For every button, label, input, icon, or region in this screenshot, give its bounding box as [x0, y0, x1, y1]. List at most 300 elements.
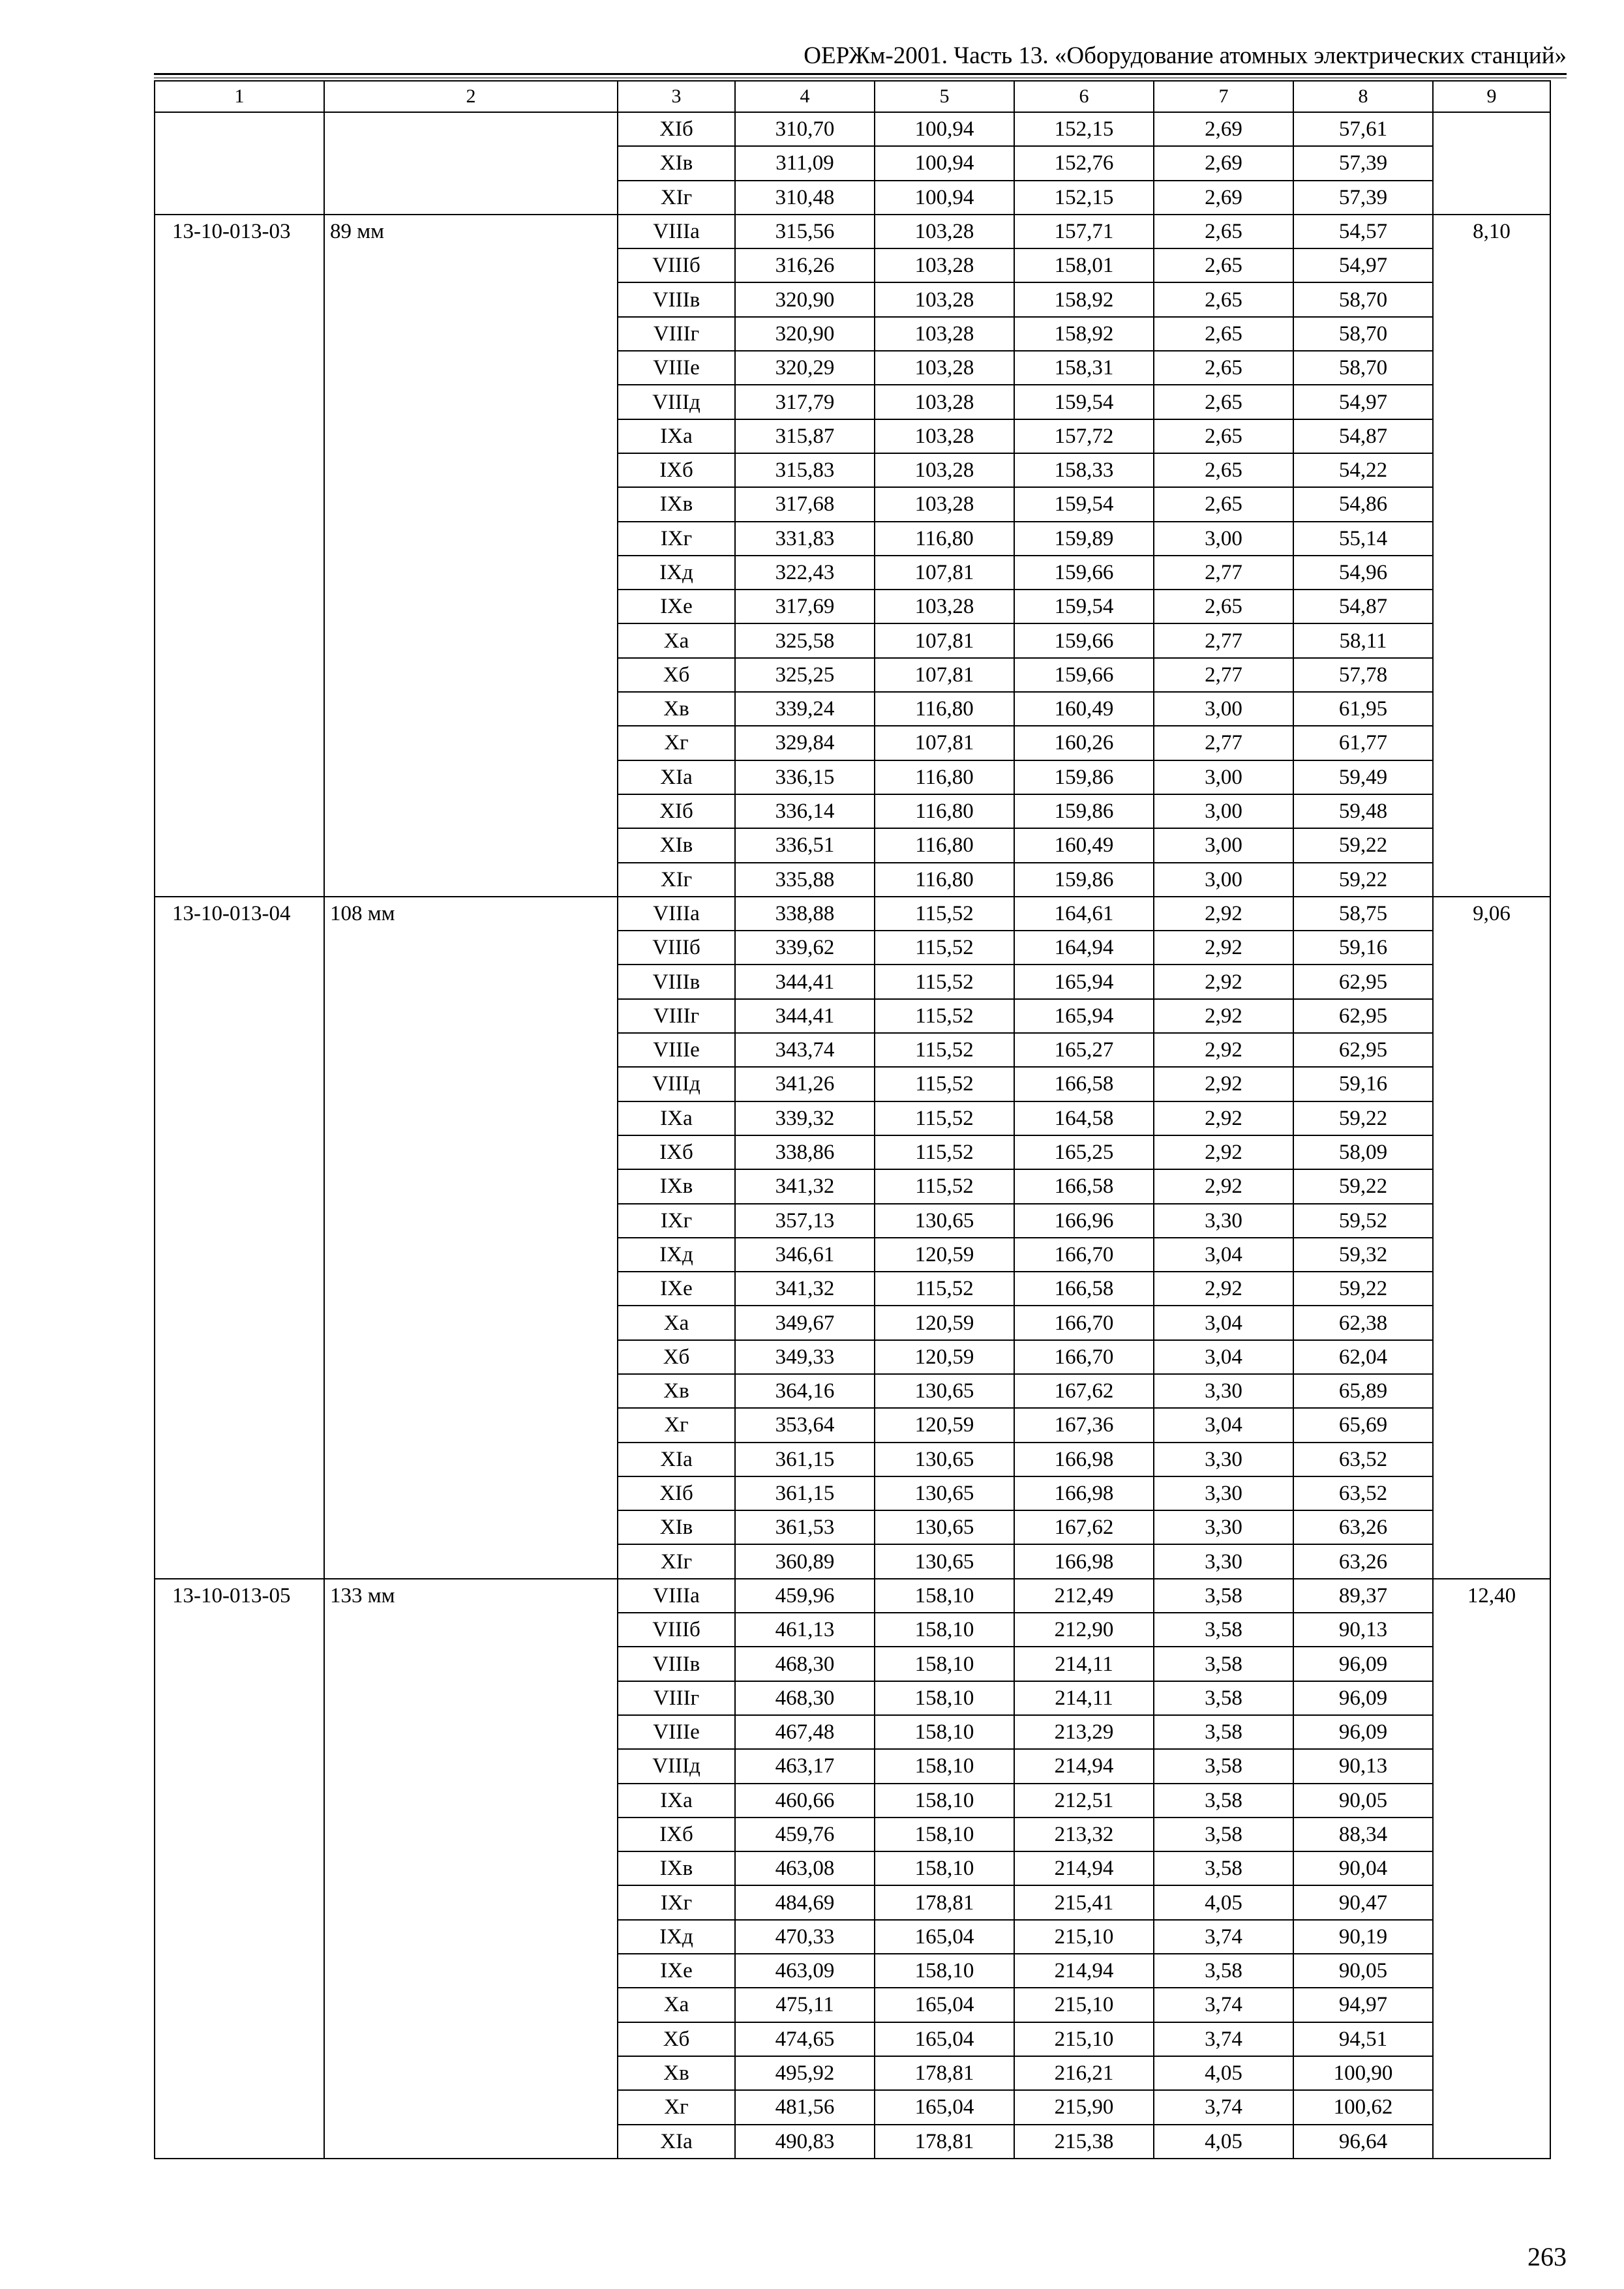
item-code: 13-10-013-03 [155, 215, 324, 897]
value-cell: 166,58 [1014, 1067, 1154, 1101]
value-cell: 130,65 [875, 1544, 1014, 1578]
value-cell: 96,64 [1293, 2125, 1433, 2159]
value-cell: 178,81 [875, 2125, 1014, 2159]
value-cell: 315,87 [735, 419, 875, 453]
value-cell: 160,49 [1014, 828, 1154, 862]
value-cell: 353,64 [735, 1408, 875, 1442]
category-cell: IXв [618, 487, 735, 521]
category-cell: IXд [618, 556, 735, 590]
category-cell: IXб [618, 1135, 735, 1169]
value-cell: 103,28 [875, 385, 1014, 419]
value-cell: 166,96 [1014, 1204, 1154, 1238]
value-cell: 336,14 [735, 794, 875, 828]
value-cell: 159,86 [1014, 760, 1154, 794]
column-number: 2 [324, 81, 618, 112]
value-cell: 336,15 [735, 760, 875, 794]
value-cell: 214,94 [1014, 1851, 1154, 1885]
value-cell: 100,62 [1293, 2090, 1433, 2124]
category-cell: VIIIв [618, 1647, 735, 1681]
value-cell: 54,87 [1293, 419, 1433, 453]
value-cell: 100,90 [1293, 2056, 1433, 2090]
value-cell: 320,90 [735, 317, 875, 351]
value-cell: 2,69 [1154, 112, 1293, 146]
category-cell: Xб [618, 2022, 735, 2056]
value-cell: 214,94 [1014, 1954, 1154, 1988]
value-cell: 2,92 [1154, 897, 1293, 931]
value-cell: 325,58 [735, 623, 875, 657]
price-table [154, 80, 1551, 2159]
column-9-value: 8,10 [1433, 215, 1550, 897]
value-cell: 2,65 [1154, 419, 1293, 453]
value-cell: 63,26 [1293, 1544, 1433, 1578]
value-cell: 158,10 [875, 1749, 1014, 1783]
value-cell: 2,65 [1154, 248, 1293, 282]
value-cell: 215,10 [1014, 2022, 1154, 2056]
category-cell: Xа [618, 1306, 735, 1339]
value-cell: 463,08 [735, 1851, 875, 1885]
value-cell: 54,22 [1293, 453, 1433, 487]
value-cell: 167,36 [1014, 1408, 1154, 1442]
item-size: 108 мм [324, 897, 618, 1579]
value-cell: 317,69 [735, 590, 875, 623]
value-cell: 3,58 [1154, 1613, 1293, 1647]
value-cell: 341,32 [735, 1272, 875, 1306]
value-cell: 346,61 [735, 1238, 875, 1272]
column-number: 8 [1293, 81, 1433, 112]
value-cell: 90,05 [1293, 1954, 1433, 1988]
value-cell: 58,70 [1293, 351, 1433, 385]
category-cell: XIг [618, 181, 735, 215]
value-cell: 216,21 [1014, 2056, 1154, 2090]
value-cell: 159,86 [1014, 863, 1154, 897]
column-number: 5 [875, 81, 1014, 112]
value-cell: 215,10 [1014, 1920, 1154, 1954]
value-cell: 62,95 [1293, 999, 1433, 1033]
category-cell: VIIIа [618, 897, 735, 931]
value-cell: 59,16 [1293, 931, 1433, 965]
value-cell: 158,33 [1014, 453, 1154, 487]
category-cell: VIIIв [618, 965, 735, 998]
value-cell: 3,04 [1154, 1408, 1293, 1442]
item-code: 13-10-013-05 [155, 1579, 324, 2159]
value-cell: 470,33 [735, 1920, 875, 1954]
value-cell: 116,80 [875, 828, 1014, 862]
value-cell: 2,65 [1154, 317, 1293, 351]
value-cell: 178,81 [875, 2056, 1014, 2090]
value-cell: 316,26 [735, 248, 875, 282]
category-cell: VIIIв [618, 282, 735, 316]
value-cell: 159,86 [1014, 794, 1154, 828]
value-cell: 3,00 [1154, 794, 1293, 828]
value-cell: 103,28 [875, 487, 1014, 521]
value-cell: 2,92 [1154, 1033, 1293, 1067]
value-cell: 364,16 [735, 1374, 875, 1408]
value-cell: 349,33 [735, 1340, 875, 1374]
value-cell: 339,24 [735, 692, 875, 726]
category-cell: IXд [618, 1920, 735, 1954]
value-cell: 158,01 [1014, 248, 1154, 282]
value-cell: 165,04 [875, 2090, 1014, 2124]
category-cell: VIIIд [618, 385, 735, 419]
value-cell: 159,66 [1014, 556, 1154, 590]
value-cell: 2,65 [1154, 453, 1293, 487]
category-cell: IXг [618, 522, 735, 556]
value-cell: 467,48 [735, 1715, 875, 1749]
category-cell: VIIIб [618, 1613, 735, 1647]
value-cell: 152,15 [1014, 181, 1154, 215]
value-cell: 344,41 [735, 965, 875, 998]
value-cell: 4,05 [1154, 1885, 1293, 1919]
value-cell: 317,79 [735, 385, 875, 419]
category-cell: Xб [618, 1340, 735, 1374]
value-cell: 213,32 [1014, 1818, 1154, 1851]
value-cell: 2,65 [1154, 282, 1293, 316]
value-cell: 2,92 [1154, 1067, 1293, 1101]
category-cell: XIв [618, 146, 735, 180]
value-cell: 59,22 [1293, 1101, 1433, 1135]
value-cell: 325,25 [735, 658, 875, 692]
value-cell: 3,30 [1154, 1544, 1293, 1578]
value-cell: 320,29 [735, 351, 875, 385]
category-cell: IXг [618, 1885, 735, 1919]
value-cell: 212,49 [1014, 1579, 1154, 1613]
value-cell: 152,76 [1014, 146, 1154, 180]
value-cell: 320,90 [735, 282, 875, 316]
value-cell: 349,67 [735, 1306, 875, 1339]
value-cell: 165,94 [1014, 965, 1154, 998]
value-cell: 212,51 [1014, 1784, 1154, 1818]
value-cell: 213,29 [1014, 1715, 1154, 1749]
value-cell: 58,09 [1293, 1135, 1433, 1169]
value-cell: 2,65 [1154, 351, 1293, 385]
value-cell: 58,70 [1293, 317, 1433, 351]
category-cell: VIIIд [618, 1067, 735, 1101]
value-cell: 2,69 [1154, 181, 1293, 215]
column-9-value: 12,40 [1433, 1579, 1550, 2159]
value-cell: 361,15 [735, 1476, 875, 1510]
value-cell: 3,58 [1154, 1851, 1293, 1885]
category-cell: IXб [618, 1818, 735, 1851]
value-cell: 55,14 [1293, 522, 1433, 556]
value-cell: 115,52 [875, 1135, 1014, 1169]
value-cell: 3,30 [1154, 1443, 1293, 1476]
value-cell: 461,13 [735, 1613, 875, 1647]
value-cell: 4,05 [1154, 2125, 1293, 2159]
value-cell: 90,13 [1293, 1749, 1433, 1783]
value-cell: 215,10 [1014, 1988, 1154, 2022]
column-number: 7 [1154, 81, 1293, 112]
value-cell: 3,30 [1154, 1476, 1293, 1510]
running-header: ОЕРЖм-2001. Часть 13. «Оборудование атомных электрических станций» [804, 42, 1567, 69]
value-cell: 474,65 [735, 2022, 875, 2056]
value-cell: 159,54 [1014, 590, 1154, 623]
category-cell: VIIIг [618, 317, 735, 351]
value-cell: 166,58 [1014, 1169, 1154, 1203]
item-size: 133 мм [324, 1579, 618, 2159]
value-cell: 2,92 [1154, 1272, 1293, 1306]
value-cell: 215,38 [1014, 2125, 1154, 2159]
column-number: 9 [1433, 81, 1550, 112]
value-cell: 57,61 [1293, 112, 1433, 146]
category-cell: IXб [618, 453, 735, 487]
value-cell: 459,76 [735, 1818, 875, 1851]
value-cell: 3,58 [1154, 1579, 1293, 1613]
value-cell: 59,22 [1293, 828, 1433, 862]
category-cell: XIа [618, 1443, 735, 1476]
category-cell: VIIIа [618, 215, 735, 248]
value-cell: 166,70 [1014, 1238, 1154, 1272]
value-cell: 158,31 [1014, 351, 1154, 385]
value-cell: 2,77 [1154, 658, 1293, 692]
value-cell: 165,04 [875, 1988, 1014, 2022]
value-cell: 103,28 [875, 419, 1014, 453]
value-cell: 130,65 [875, 1510, 1014, 1544]
value-cell: 58,75 [1293, 897, 1433, 931]
value-cell: 115,52 [875, 897, 1014, 931]
value-cell: 158,10 [875, 1579, 1014, 1613]
value-cell: 164,58 [1014, 1101, 1154, 1135]
column-9-value [1433, 112, 1550, 215]
value-cell: 3,58 [1154, 1954, 1293, 1988]
category-cell: VIIIд [618, 1749, 735, 1783]
value-cell: 54,97 [1293, 385, 1433, 419]
category-cell: Xв [618, 692, 735, 726]
value-cell: 103,28 [875, 590, 1014, 623]
value-cell: 160,49 [1014, 692, 1154, 726]
value-cell: 159,89 [1014, 522, 1154, 556]
value-cell: 165,04 [875, 1920, 1014, 1954]
value-cell: 339,32 [735, 1101, 875, 1135]
category-cell: XIв [618, 1510, 735, 1544]
value-cell: 62,95 [1293, 1033, 1433, 1067]
value-cell: 158,92 [1014, 317, 1154, 351]
value-cell: 215,41 [1014, 1885, 1154, 1919]
value-cell: 61,95 [1293, 692, 1433, 726]
value-cell: 166,98 [1014, 1443, 1154, 1476]
value-cell: 2,65 [1154, 487, 1293, 521]
value-cell: 159,66 [1014, 658, 1154, 692]
value-cell: 130,65 [875, 1204, 1014, 1238]
value-cell: 54,57 [1293, 215, 1433, 248]
table-row [155, 1579, 1550, 1613]
category-cell: Xв [618, 1374, 735, 1408]
value-cell: 2,65 [1154, 215, 1293, 248]
value-cell: 322,43 [735, 556, 875, 590]
page-number: 263 [1527, 2242, 1567, 2271]
value-cell: 54,97 [1293, 248, 1433, 282]
value-cell: 96,09 [1293, 1715, 1433, 1749]
category-cell: Xа [618, 1988, 735, 2022]
value-cell: 59,49 [1293, 760, 1433, 794]
value-cell: 166,98 [1014, 1476, 1154, 1510]
category-cell: XIа [618, 760, 735, 794]
value-cell: 59,32 [1293, 1238, 1433, 1272]
category-cell: XIб [618, 1476, 735, 1510]
value-cell: 178,81 [875, 1885, 1014, 1919]
value-cell: 338,86 [735, 1135, 875, 1169]
value-cell: 120,59 [875, 1408, 1014, 1442]
value-cell: 158,10 [875, 1681, 1014, 1715]
value-cell: 3,58 [1154, 1681, 1293, 1715]
value-cell: 481,56 [735, 2090, 875, 2124]
value-cell: 116,80 [875, 760, 1014, 794]
value-cell: 4,05 [1154, 2056, 1293, 2090]
value-cell: 3,58 [1154, 1715, 1293, 1749]
value-cell: 164,61 [1014, 897, 1154, 931]
value-cell: 484,69 [735, 1885, 875, 1919]
value-cell: 165,27 [1014, 1033, 1154, 1067]
value-cell: 2,77 [1154, 556, 1293, 590]
value-cell: 2,92 [1154, 1135, 1293, 1169]
value-cell: 3,00 [1154, 863, 1293, 897]
value-cell: 94,51 [1293, 2022, 1433, 2056]
value-cell: 336,51 [735, 828, 875, 862]
value-cell: 475,11 [735, 1988, 875, 2022]
value-cell: 3,74 [1154, 2022, 1293, 2056]
value-cell: 2,92 [1154, 965, 1293, 998]
value-cell: 115,52 [875, 1033, 1014, 1067]
value-cell: 103,28 [875, 317, 1014, 351]
value-cell: 107,81 [875, 658, 1014, 692]
category-cell: Xг [618, 1408, 735, 1442]
value-cell: 159,54 [1014, 487, 1154, 521]
value-cell: 3,04 [1154, 1306, 1293, 1339]
value-cell: 3,58 [1154, 1647, 1293, 1681]
value-cell: 115,52 [875, 1169, 1014, 1203]
value-cell: 3,74 [1154, 2090, 1293, 2124]
value-cell: 96,09 [1293, 1681, 1433, 1715]
value-cell: 57,78 [1293, 658, 1433, 692]
value-cell: 329,84 [735, 726, 875, 760]
value-cell: 116,80 [875, 863, 1014, 897]
column-number: 1 [155, 81, 324, 112]
value-cell: 158,10 [875, 1715, 1014, 1749]
value-cell: 58,70 [1293, 282, 1433, 316]
value-cell: 3,00 [1154, 692, 1293, 726]
value-cell: 3,00 [1154, 828, 1293, 862]
category-cell: VIIIе [618, 351, 735, 385]
value-cell: 63,52 [1293, 1443, 1433, 1476]
value-cell: 115,52 [875, 931, 1014, 965]
value-cell: 59,22 [1293, 1169, 1433, 1203]
value-cell: 115,52 [875, 965, 1014, 998]
value-cell: 100,94 [875, 181, 1014, 215]
value-cell: 460,66 [735, 1784, 875, 1818]
value-cell: 3,30 [1154, 1374, 1293, 1408]
value-cell: 3,58 [1154, 1749, 1293, 1783]
value-cell: 157,71 [1014, 215, 1154, 248]
value-cell: 2,92 [1154, 999, 1293, 1033]
value-cell: 338,88 [735, 897, 875, 931]
item-size: 89 мм [324, 215, 618, 897]
value-cell: 2,65 [1154, 590, 1293, 623]
value-cell: 115,52 [875, 999, 1014, 1033]
value-cell: 317,68 [735, 487, 875, 521]
value-cell: 463,17 [735, 1749, 875, 1783]
category-cell: XIв [618, 828, 735, 862]
value-cell: 167,62 [1014, 1510, 1154, 1544]
value-cell: 3,74 [1154, 1988, 1293, 2022]
value-cell: 158,10 [875, 1647, 1014, 1681]
value-cell: 130,65 [875, 1476, 1014, 1510]
value-cell: 361,53 [735, 1510, 875, 1544]
value-cell: 90,04 [1293, 1851, 1433, 1885]
value-cell: 459,96 [735, 1579, 875, 1613]
category-cell: VIIIе [618, 1033, 735, 1067]
category-cell: VIIIг [618, 1681, 735, 1715]
category-cell: XIб [618, 794, 735, 828]
value-cell: 103,28 [875, 351, 1014, 385]
value-cell: 120,59 [875, 1306, 1014, 1339]
value-cell: 2,77 [1154, 623, 1293, 657]
value-cell: 159,54 [1014, 385, 1154, 419]
value-cell: 158,92 [1014, 282, 1154, 316]
value-cell: 59,16 [1293, 1067, 1433, 1101]
value-cell: 361,15 [735, 1443, 875, 1476]
value-cell: 3,00 [1154, 522, 1293, 556]
value-cell: 3,58 [1154, 1784, 1293, 1818]
value-cell: 158,10 [875, 1613, 1014, 1647]
value-cell: 62,04 [1293, 1340, 1433, 1374]
value-cell: 59,22 [1293, 1272, 1433, 1306]
value-cell: 130,65 [875, 1443, 1014, 1476]
value-cell: 315,83 [735, 453, 875, 487]
column-number-row [155, 81, 1550, 112]
value-cell: 61,77 [1293, 726, 1433, 760]
value-cell: 62,38 [1293, 1306, 1433, 1339]
value-cell: 116,80 [875, 794, 1014, 828]
category-cell: IXв [618, 1851, 735, 1885]
value-cell: 214,11 [1014, 1647, 1154, 1681]
category-cell: IXг [618, 1204, 735, 1238]
column-number: 6 [1014, 81, 1154, 112]
category-cell: VIIIб [618, 931, 735, 965]
value-cell: 90,47 [1293, 1885, 1433, 1919]
category-cell: XIб [618, 112, 735, 146]
category-cell: Xв [618, 2056, 735, 2090]
value-cell: 3,04 [1154, 1340, 1293, 1374]
value-cell: 58,11 [1293, 623, 1433, 657]
value-cell: 165,94 [1014, 999, 1154, 1033]
value-cell: 2,92 [1154, 1169, 1293, 1203]
value-cell: 3,30 [1154, 1204, 1293, 1238]
value-cell: 341,26 [735, 1067, 875, 1101]
value-cell: 3,00 [1154, 760, 1293, 794]
value-cell: 158,10 [875, 1784, 1014, 1818]
value-cell: 3,74 [1154, 1920, 1293, 1954]
table-row [155, 112, 1550, 146]
value-cell: 96,09 [1293, 1647, 1433, 1681]
category-cell: VIIIа [618, 1579, 735, 1613]
category-cell: IXа [618, 419, 735, 453]
value-cell: 103,28 [875, 248, 1014, 282]
value-cell: 315,56 [735, 215, 875, 248]
item-size [324, 112, 618, 215]
value-cell: 490,83 [735, 2125, 875, 2159]
value-cell: 158,10 [875, 1851, 1014, 1885]
value-cell: 468,30 [735, 1681, 875, 1715]
value-cell: 165,04 [875, 2022, 1014, 2056]
value-cell: 159,66 [1014, 623, 1154, 657]
value-cell: 167,62 [1014, 1374, 1154, 1408]
value-cell: 165,25 [1014, 1135, 1154, 1169]
value-cell: 468,30 [735, 1647, 875, 1681]
category-cell: IXе [618, 590, 735, 623]
value-cell: 2,92 [1154, 931, 1293, 965]
value-cell: 90,05 [1293, 1784, 1433, 1818]
category-cell: VIIIг [618, 999, 735, 1033]
value-cell: 103,28 [875, 282, 1014, 316]
